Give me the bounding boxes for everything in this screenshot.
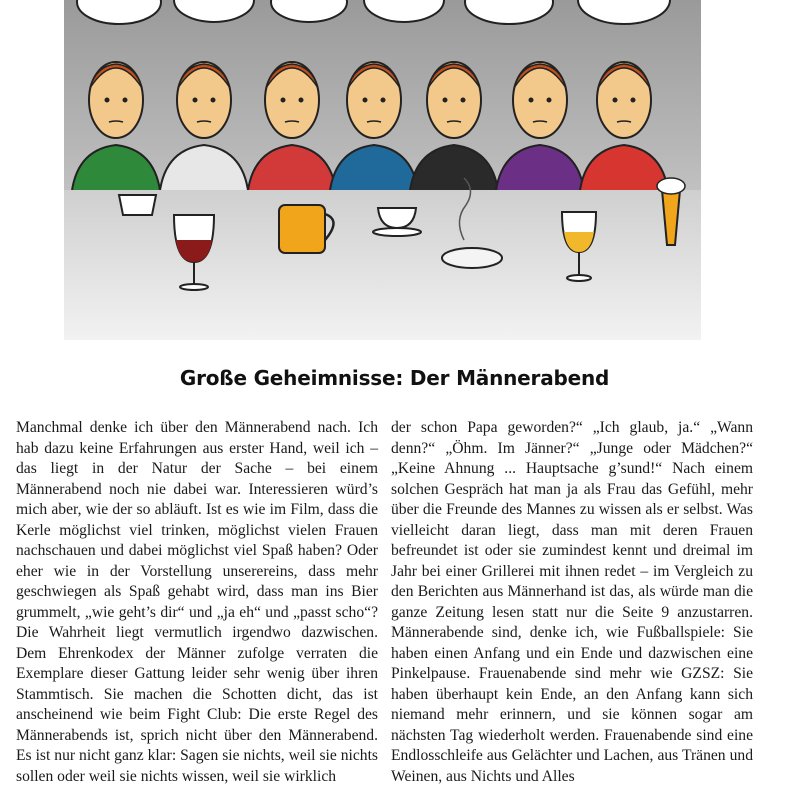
men-at-table-drawing bbox=[64, 0, 701, 340]
cartoon-illustration bbox=[64, 0, 701, 340]
article-column-right bbox=[391, 418, 753, 787]
article-text-left: Manchmal denke ich über den Männerabend nach. Ich hab dazu keine Erfahrungen aus erster Hand, weil ich – das liegt in der Natur der Sache – bei einem Männerabend noch nie dabei war. Interessieren würd’s mich aber, wie der so abläuft. Ist es wie im Film, dass die Kerle möglichst viel trinken, möglichst vielen Frauen nachschauen und dabei möglichst viel Spaß haben? Oder eher wie in der Vorstellung unserereins, dass mehr geschwiegen als Spaß gehabt wird, dass man ins Bier grummelt, „wie geht’s dir“ und „ja eh“ und „passt scho“? Die Wahrheit liegt vermutlich irgendwo dazwischen. Dem Ehrenkodex der Männer zufolge verraten die Exemplare dieser Gattung leider sehr wenig über ihren Stammtisch. Sie machen die Schotten dicht, das ist anscheinend wie beim Fight Club: Die erste Regel des Männerabends ist, sprich nicht über den Männerabend. Es ist nur nicht ganz klar: Sagen sie nichts, weil sie nichts sollen oder weil sie nichts wissen, weil sie wirklich bbox=[16, 419, 378, 785]
article-text-right: der schon Papa geworden?“ „Ich glaub, ja.“ „Wann denn?“ „Öhm. Im Jänner?“ „Junge oder Mädchen?“ „Keine Ahnung ... Hauptsache g’sund!“ Nach einem solchen Gespräch hat man ja als Frau das Gefühl, mehr über die Freunde des Mannes zu wissen als er selbst. Was vielleicht daran liegt, dass man mit deren Frauen befreundet ist oder sie zumindest kennt und dreimal im Jahr bei einer Grillerei mit ihnen redet – im Vergleich zu den Berichten aus Männerhand ist das, als würde man die ganze Zeitung lesen statt nur die Seite 9 anzustarren. Männerabende sind, denke ich, wie Fußballspiele: Sie haben einen Anfang und ein Ende und dazwischen eine Pinkelpause. Frauenabende sind mehr wie GZSZ: Sie haben überhaupt kein Ende, an den Anfang kann sich niemand mehr erinnern, und sie können sogar am nächsten Tag wiederholt werden. Frauenabende sind eine Endlosschleife aus Gelächter und Lachen, aus Tränen und Weinen, aus Nichts und Alles bbox=[391, 419, 753, 785]
beer-mug bbox=[279, 205, 334, 253]
article-column-left bbox=[16, 418, 378, 787]
snack-bowl bbox=[119, 195, 156, 215]
article-headline: Große Geheimnisse: Der Männerabend bbox=[179, 366, 610, 390]
